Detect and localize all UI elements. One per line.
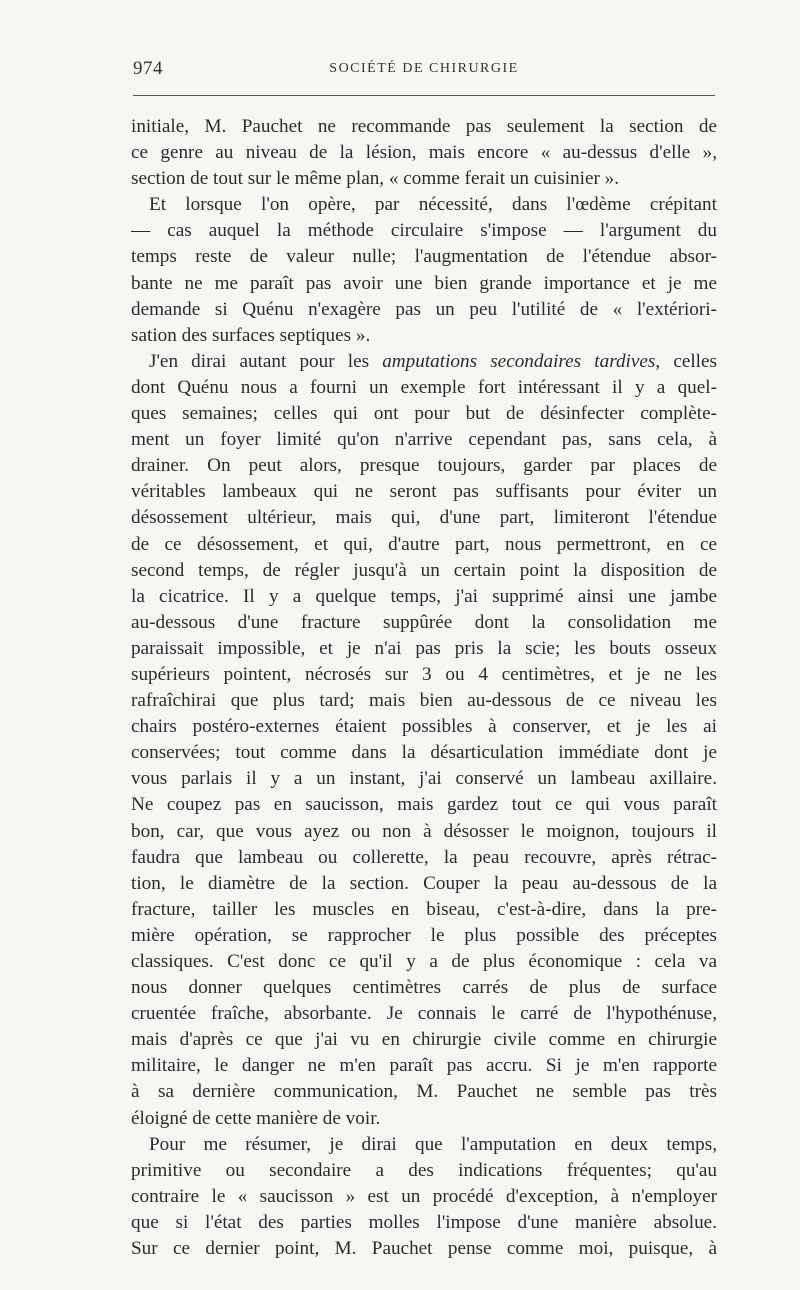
text-line: [131, 349, 717, 375]
text-line: tion, le diamètre de la section. Couper la peau au-dessous de la: [131, 872, 717, 894]
text-line: bante ne me paraît pas avoir une bien grande importance et je me: [131, 272, 717, 294]
text-line: ques semaines; celles qui ont pour but de désinfecter complète-: [131, 403, 717, 425]
text-line: bon, car, que vous ayez ou non à désosser le moignon, toujours il: [131, 820, 717, 842]
text-line: Sur ce dernier point, M. Pauchet pense comme moi, puisque, à: [131, 1238, 717, 1260]
italic-phrase: amputations secondaires tardives: [382, 350, 656, 372]
text-line: mais d'après ce que j'ai vu en chirurgie civile comme en chirurgie: [131, 1029, 717, 1051]
text-line: — cas auquel la méthode circulaire s'impose — l'argument du: [131, 220, 717, 242]
text-line: supérieurs pointent, nécrosés sur 3 ou 4 centimètres, et je ne les: [131, 663, 717, 685]
text-line: véritables lambeaux qui ne seront pas suffisants pour éviter un: [131, 481, 717, 503]
text-line: chairs postéro-externes étaient possibles à conserver, et je les ai: [131, 716, 717, 738]
text-line: ce genre au niveau de la lésion, mais encore « au-dessus d'elle »,: [131, 142, 717, 164]
text-line: nous donner quelques centimètres carrés de plus de surface: [131, 977, 717, 999]
text-line: ment un foyer limité qu'on n'arrive cependant pas, sans cela, à: [131, 429, 717, 451]
text-line: Pour me résumer, je dirai que l'amputation en deux temps,: [149, 1133, 717, 1155]
page-number: 974: [133, 58, 163, 79]
text-line: drainer. On peut alors, presque toujours, garder par places de: [131, 455, 717, 477]
text-line: section de tout sur le même plan, « comme ferait un cuisinier ».: [131, 168, 620, 190]
text-line: désossement ultérieur, mais qui, d'une part, limiteront l'étendue: [131, 507, 717, 529]
text-line: militaire, le danger ne m'en paraît pas accru. Si je m'en rapporte: [131, 1055, 717, 1077]
text-line: rafraîchirai que plus tard; mais bien au-dessous de ce niveau les: [131, 690, 717, 712]
text-line: temps reste de valeur nulle; l'augmentation de l'étendue absor-: [131, 246, 717, 268]
text-line: dont Quénu nous a fourni un exemple fort intéressant il y a quel-: [131, 376, 717, 398]
text-run: , celles: [655, 350, 717, 372]
text-line: paraissait impossible, et je n'ai pas pris la scie; les bouts osseux: [131, 637, 717, 659]
text-line: demande si Quénu n'exagère pas un peu l'utilité de « l'extériori-: [131, 298, 717, 320]
text-line: conservées; tout comme dans la désarticulation immédiate dont je: [131, 742, 717, 764]
running-title: SOCIÉTÉ DE CHIRURGIE: [329, 61, 519, 76]
text-line: cruentée fraîche, absorbante. Je connais le carré de l'hypothénuse,: [131, 1003, 717, 1025]
text-line: second temps, de régler jusqu'à un certain point la disposition de: [131, 559, 717, 581]
text-line: mière opération, se rapprocher le plus possible des préceptes: [131, 924, 717, 946]
text-line: que si l'état des parties molles l'impose d'une manière absolue.: [131, 1211, 717, 1233]
text-line: sation des surfaces septiques ».: [131, 324, 371, 346]
text-line: Ne coupez pas en saucisson, mais gardez tout ce qui vous paraît: [131, 794, 717, 816]
text-run: J'en dirai autant pour les: [149, 350, 383, 372]
text-line: de ce désossement, et qui, d'autre part, nous permettront, en ce: [131, 533, 717, 555]
text-line: éloigné de cette manière de voir.: [131, 1107, 381, 1129]
header-rule: [133, 95, 715, 96]
text-line: fracture, tailler les muscles en biseau, c'est-à-dire, dans la pre-: [131, 898, 717, 920]
text-line: primitive ou secondaire a des indications fréquentes; qu'au: [131, 1159, 717, 1181]
text-line: initiale, M. Pauchet ne recommande pas seulement la section de: [131, 116, 717, 137]
text-line: vous parlais il y a un instant, j'ai conservé un lambeau axillaire.: [131, 768, 717, 790]
running-head: [133, 58, 715, 82]
text-line: la cicatrice. Il y a quelque temps, j'ai supprimé ainsi une jambe: [131, 585, 717, 607]
text-line: à sa dernière communication, M. Pauchet ne semble pas très: [131, 1081, 717, 1103]
text-line: au-dessous d'une fracture suppûrée dont la consolidation me: [131, 611, 717, 633]
text-line: classiques. C'est donc ce qu'il y a de plus économique : cela va: [131, 951, 717, 972]
text-line: Et lorsque l'on opère, par nécessité, dans l'œdème crépitant: [149, 194, 717, 216]
text-line: contraire le « saucisson » est un procédé d'exception, à n'employer: [131, 1185, 717, 1207]
body-text: [131, 114, 717, 1262]
text-line: faudra que lambeau ou collerette, la peau recouvre, après rétrac-: [131, 846, 717, 868]
